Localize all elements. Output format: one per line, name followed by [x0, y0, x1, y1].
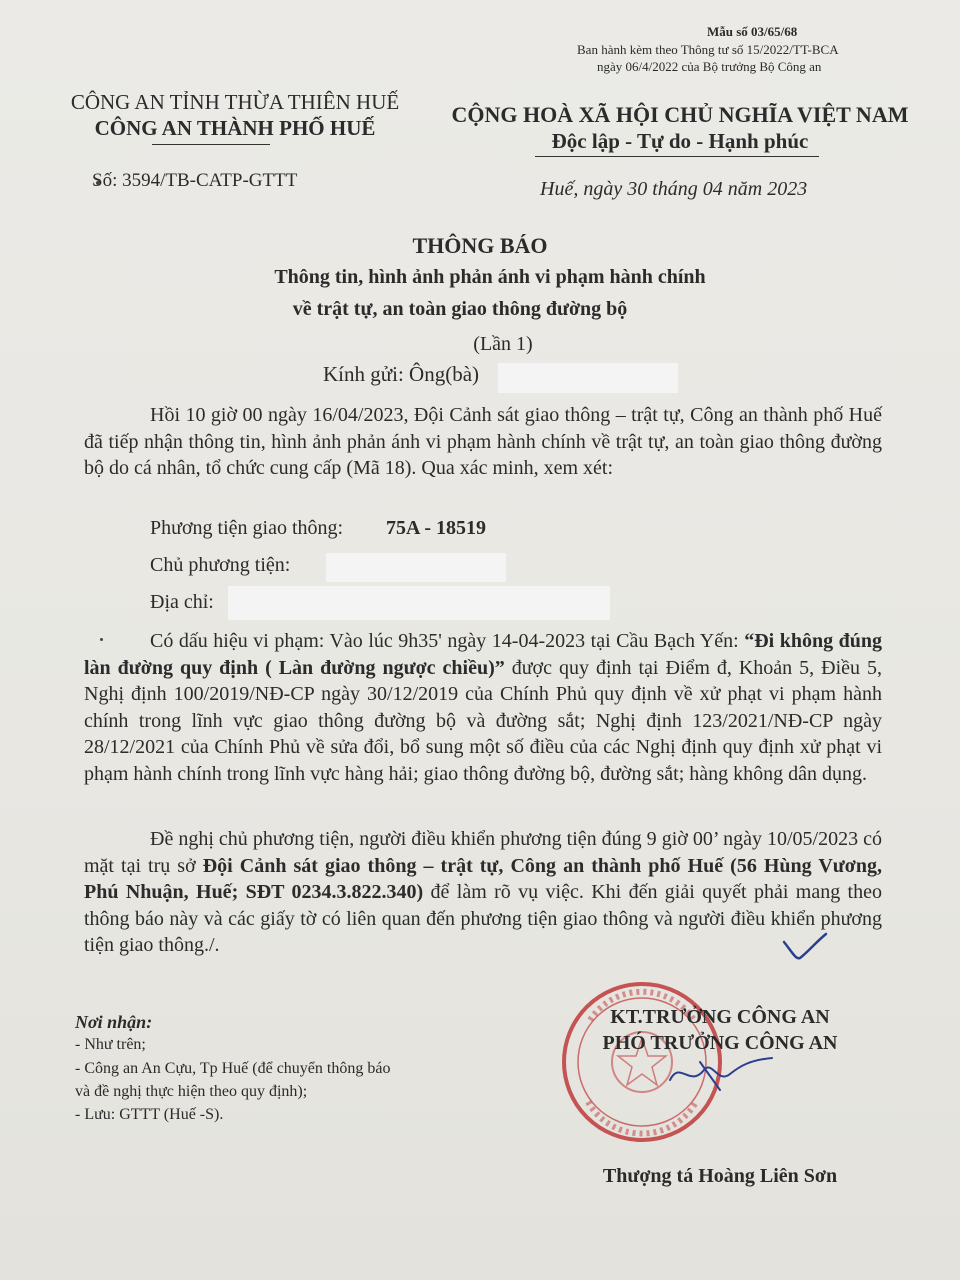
recipient-item: - Công an An Cựu, Tp Huế (để chuyển thông báo: [75, 1060, 391, 1077]
violation-text-intro: Có dấu hiệu vi phạm: Vào lúc 9h35' ngày 14-04-2023 tại Cầu Bạch Yến:: [150, 630, 745, 652]
notice-round: (Lần 1): [473, 333, 533, 355]
document-number: Số: 3594/TB-CATP-GTTT: [92, 170, 298, 191]
recipient-label: Kính gửi: Ông(bà): [323, 362, 480, 386]
notice-subtitle-line-2: về trật tự, an toàn giao thông đường bộ: [292, 298, 628, 320]
motto-underline: [535, 156, 819, 157]
recipient-item: - Lưu: GTTT (Huế -S).: [75, 1106, 224, 1123]
recipient-item: và đề nghị thực hiện theo quy định);: [75, 1083, 308, 1100]
notice-title: THÔNG BÁO: [412, 233, 548, 258]
redacted-recipient-name: [498, 363, 678, 393]
recipients-title: Nơi nhận:: [75, 1012, 153, 1032]
request-location: Đội Cảnh sát giao thông – trật tự, Công an thành phố Huế (56 Hùng Vương, Phú Nhuận, Huế; SĐT 0234.3.822.340): [84, 854, 882, 903]
place-and-date: Huế, ngày 30 tháng 04 năm 2023: [540, 178, 808, 200]
form-number: Mẫu số 03/65/68: [707, 24, 798, 39]
signer-name: Thượng tá Hoàng Liên Sơn: [602, 1165, 838, 1187]
agency-underline: [152, 144, 270, 145]
redacted-owner-name: [326, 553, 506, 582]
violation-paragraph: [84, 628, 882, 787]
violation-description: “Đi không đúng làn đường quy định ( Làn đường ngược chiều)”: [84, 630, 882, 679]
request-text-intro: Đề nghị chủ phương tiện, người điều khiển phương tiện đúng 9 giờ 00’ ngày 10/05/2023 có mặt tại trụ sở: [84, 828, 882, 877]
agency-parent-name: CÔNG AN TỈNH THỪA THIÊN HUẾ: [70, 90, 400, 114]
handwritten-tick-mark: [780, 928, 830, 968]
signature-title-line-2: PHÓ TRƯỞNG CÔNG AN: [602, 1032, 838, 1054]
recipient-item: - Như trên;: [75, 1036, 146, 1053]
notice-subtitle-line-1: Thông tin, hình ảnh phản ánh vi phạm hành chính: [274, 266, 706, 288]
owner-label: Chủ phương tiện:: [150, 554, 291, 576]
form-reference-line-1: Ban hành kèm theo Thông tư số 15/2022/TT-BCA: [577, 42, 839, 57]
national-motto: Độc lập - Tự do - Hạnh phúc: [551, 129, 809, 153]
address-label: Địa chỉ:: [150, 591, 214, 613]
form-reference-line-2: ngày 06/4/2022 của Bộ trưởng Bộ Công an: [597, 59, 822, 74]
violation-legal-basis: được quy định tại Điểm đ, Khoản 5, Điều 5, Nghị định 100/2019/NĐ-CP ngày 30/12/2019 của Chính Phủ quy định về xử phạt vi phạm hành chính trong lĩnh vực giao thông đường bộ và đường sắt; Nghị định 123/2021/NĐ-CP ngày 28/12/2021 của Chính Phủ về sửa đổi, bổ sung một số điều của các Nghị định quy định xử phạt vi phạm hành chính trong lĩnh vực hàng hải; giao thông đường bộ, đường sắt; hàng không dân dụng.: [84, 656, 882, 785]
signature-title-line-1: KT.TRƯỞNG CÔNG AN: [610, 1006, 830, 1028]
request-paragraph: [84, 826, 882, 959]
intro-paragraph: Hồi 10 giờ 00 ngày 16/04/2023, Đội Cảnh sát giao thông – trật tự, Công an thành phố Huế đã tiếp nhận thông tin, hình ảnh phản ánh vi phạm hành chính về trật tự, an toàn giao thông đường bộ do cá nhân, tổ chức cung cấp (Mã 18). Qua xác minh, xem xét:: [84, 404, 882, 479]
redacted-address: [228, 586, 610, 620]
vehicle-plate: 75A - 18519: [386, 517, 486, 539]
vehicle-label: Phương tiện giao thông:: [150, 517, 344, 539]
handwritten-signature: [660, 1040, 780, 1100]
national-title: CỘNG HOÀ XÃ HỘI CHỦ NGHĨA VIỆT NAM: [451, 102, 909, 127]
request-text-end: để làm rõ vụ việc. Khi đến giải quyết phải mang theo thông báo này và các giấy tờ có liên quan đến phương tiện giao thông và người điều khiển phương tiện giao thông./.: [84, 881, 882, 956]
agency-name: CÔNG AN THÀNH PHỐ HUẾ: [94, 116, 376, 140]
